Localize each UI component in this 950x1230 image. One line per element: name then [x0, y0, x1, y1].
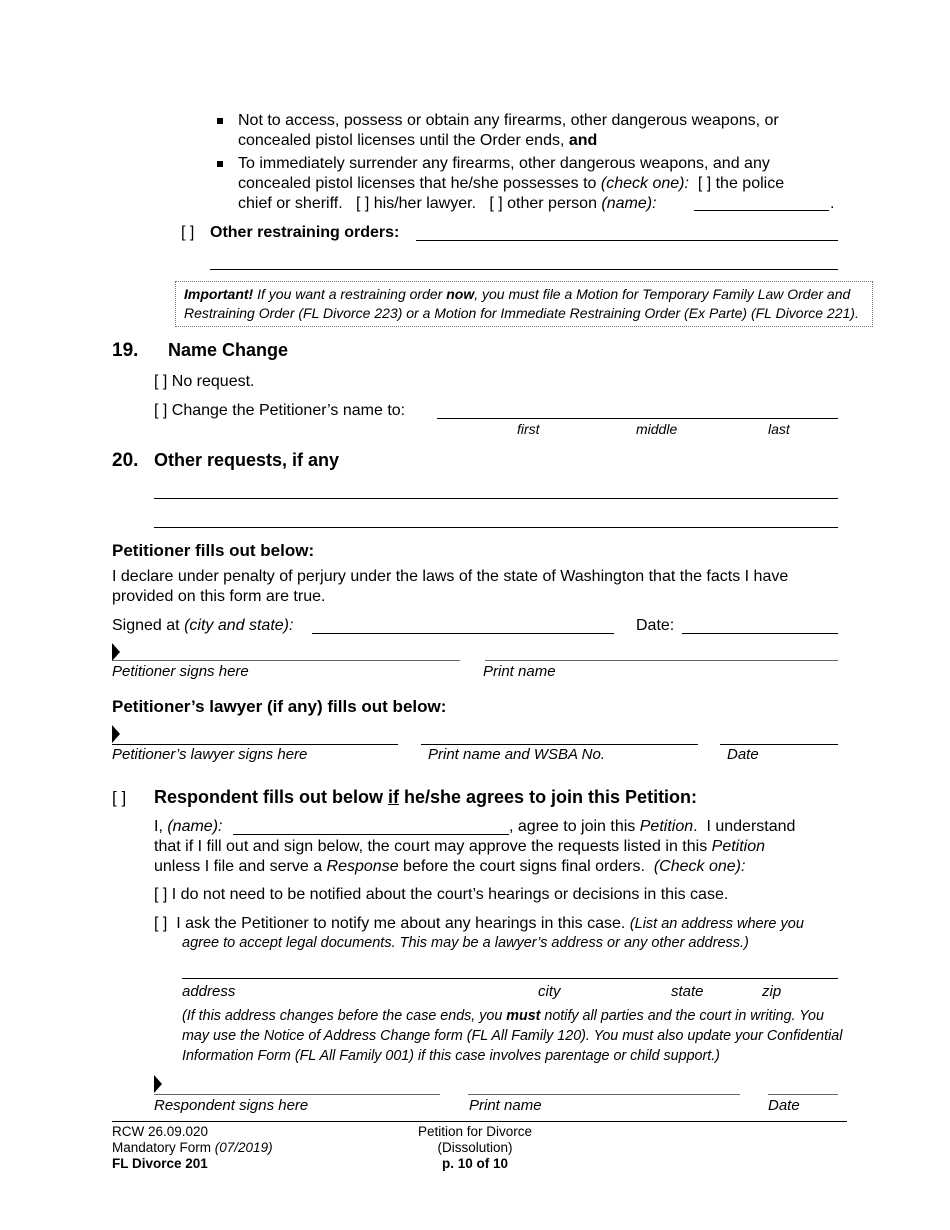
- footer-mandatory: Mandatory Form (07/2019): [112, 1140, 273, 1155]
- new-name-field[interactable]: [437, 418, 838, 419]
- section-20-title: Other requests, if any: [154, 450, 340, 470]
- footer-left: [112, 1124, 273, 1172]
- address-change-note: (If this address changes before the case ends, you must notify all parties and the court in writing. You may use the Notice of Address Change form (FL All Family 120). You must also update your Confidential Information Form (FL All Family 001) if this case involves parentage or child support.): [182, 1008, 843, 1064]
- caption-first: first: [517, 421, 540, 437]
- respondent-paragraph-line1: I, (name):: [154, 818, 223, 835]
- period: .: [830, 195, 835, 212]
- respondent-no-notify-option[interactable]: [ ] I do not need to be notified about the court’s hearings or decisions in this case.: [154, 886, 729, 903]
- section-19-title: Name Change: [168, 340, 289, 360]
- bullet-marker: [217, 118, 223, 124]
- petitioner-signature-field[interactable]: [112, 660, 460, 661]
- lawyer-print-name-field[interactable]: [421, 744, 698, 745]
- sign-here-arrow-icon: [112, 725, 120, 743]
- important-note: Important! If you want a restraining order now, you must file a Motion for Temporary Family Law Order and Restraining Order (FL Divorce 223) or a Motion for Immediate Restraining Order (Ex Parte) (FL Divorce 221).: [175, 281, 873, 327]
- signed-at-field[interactable]: [312, 633, 614, 634]
- petitioner-date-field[interactable]: [682, 633, 838, 634]
- petitioner-print-caption: Print name: [483, 663, 556, 680]
- footer-center: [375, 1124, 575, 1172]
- caption-state: state: [671, 983, 704, 1000]
- footer-title: Petition for Divorce: [417, 1124, 533, 1139]
- footer-subtitle: (Dissolution): [437, 1140, 513, 1155]
- petitioner-heading: Petitioner fills out below:: [112, 541, 315, 560]
- respondent-name-field[interactable]: [233, 834, 509, 835]
- lawyer-signature-field[interactable]: [112, 744, 398, 745]
- respondent-notify-option[interactable]: [ ] I ask the Petitioner to notify me about any hearings in this case. (List an address where you: [154, 915, 804, 932]
- footer-page: p. 10 of 10: [441, 1156, 509, 1171]
- respondent-print-caption: Print name: [469, 1097, 542, 1114]
- name-change-no-request[interactable]: [ ] No request.: [154, 373, 255, 390]
- petitioner-sign-caption: Petitioner signs here: [112, 663, 249, 680]
- respondent-print-name-field[interactable]: [468, 1094, 740, 1095]
- other-requests-field-2[interactable]: [154, 527, 838, 528]
- sign-here-arrow-icon: [112, 643, 120, 661]
- other-restraining-checkbox[interactable]: [ ]: [181, 224, 195, 241]
- respondent-paragraph-line3: unless I file and serve a Response before the court signs final orders. (Check one):: [154, 858, 746, 875]
- section-20-number: 20.: [112, 450, 139, 471]
- respondent-checkbox[interactable]: [ ]: [112, 788, 127, 807]
- caption-city: city: [538, 983, 561, 1000]
- bullet-surrender-line1: To immediately surrender any firearms, other dangerous weapons, and any: [238, 155, 770, 172]
- lawyer-date-caption: Date: [727, 746, 759, 763]
- other-restraining-label: Other restraining orders:: [210, 224, 400, 241]
- petitioner-print-name-field[interactable]: [485, 660, 838, 661]
- lawyer-date-field[interactable]: [720, 744, 838, 745]
- caption-zip: zip: [762, 983, 782, 1000]
- checkbox-police-chief[interactable]: [ ] the police: [688, 175, 785, 192]
- section-19-number: 19.: [112, 340, 139, 361]
- respondent-notify-option-line2: agree to accept legal documents. This may be a lawyer’s address or any other address.): [182, 935, 749, 951]
- lawyer-sign-caption: Petitioner’s lawyer signs here: [112, 746, 308, 763]
- bullet-firearms-line1: Not to access, possess or obtain any firearms, other dangerous weapons, or: [238, 112, 779, 129]
- caption-address: address: [182, 983, 236, 1000]
- name-change-option[interactable]: [ ] Change the Petitioner’s name to:: [154, 402, 406, 419]
- respondent-paragraph-line2: that if I fill out and sign below, the court may approve the requests listed in this Petition: [154, 838, 766, 855]
- other-person-name-field[interactable]: [694, 210, 829, 211]
- bullet-surrender-line3: chief or sheriff. [ ] his/her lawyer. [ ] other person (name):: [238, 195, 657, 212]
- bullet-marker: [217, 161, 223, 167]
- bullet-firearms-line2: concealed pistol licenses until the Order ends, and: [238, 132, 598, 149]
- lawyer-print-caption: Print name and WSBA No.: [428, 746, 606, 763]
- other-restraining-field-1[interactable]: [416, 240, 838, 241]
- footer-rcw: RCW 26.09.020: [112, 1124, 209, 1139]
- respondent-paragraph-line1b: , agree to join this Petition. I understand: [509, 818, 796, 835]
- date-label: Date:: [636, 617, 675, 634]
- respondent-address-field[interactable]: [182, 978, 838, 979]
- caption-last: last: [768, 421, 790, 437]
- declaration-line2: provided on this form are true.: [112, 588, 326, 605]
- lawyer-heading: Petitioner’s lawyer (if any) fills out below:: [112, 697, 447, 716]
- declaration-line1: I declare under penalty of perjury under the laws of the state of Washington that the facts I have: [112, 568, 789, 585]
- footer-form-id: FL Divorce 201: [112, 1156, 208, 1171]
- bullet-surrender-line2: concealed pistol licenses that he/she possesses to (check one): [ ] the police: [238, 175, 785, 192]
- other-requests-field-1[interactable]: [154, 498, 838, 499]
- footer-rule: [112, 1121, 847, 1122]
- respondent-date-caption: Date: [768, 1097, 800, 1114]
- respondent-date-field[interactable]: [768, 1094, 838, 1095]
- caption-middle: middle: [636, 421, 678, 437]
- respondent-sign-caption: Respondent signs here: [154, 1097, 309, 1114]
- signed-at-label: Signed at (city and state):: [112, 617, 294, 634]
- other-restraining-field-2[interactable]: [210, 269, 838, 270]
- sign-here-arrow-icon: [154, 1075, 162, 1093]
- respondent-signature-field[interactable]: [154, 1094, 440, 1095]
- respondent-heading: Respondent fills out below if he/she agrees to join this Petition:: [154, 787, 698, 807]
